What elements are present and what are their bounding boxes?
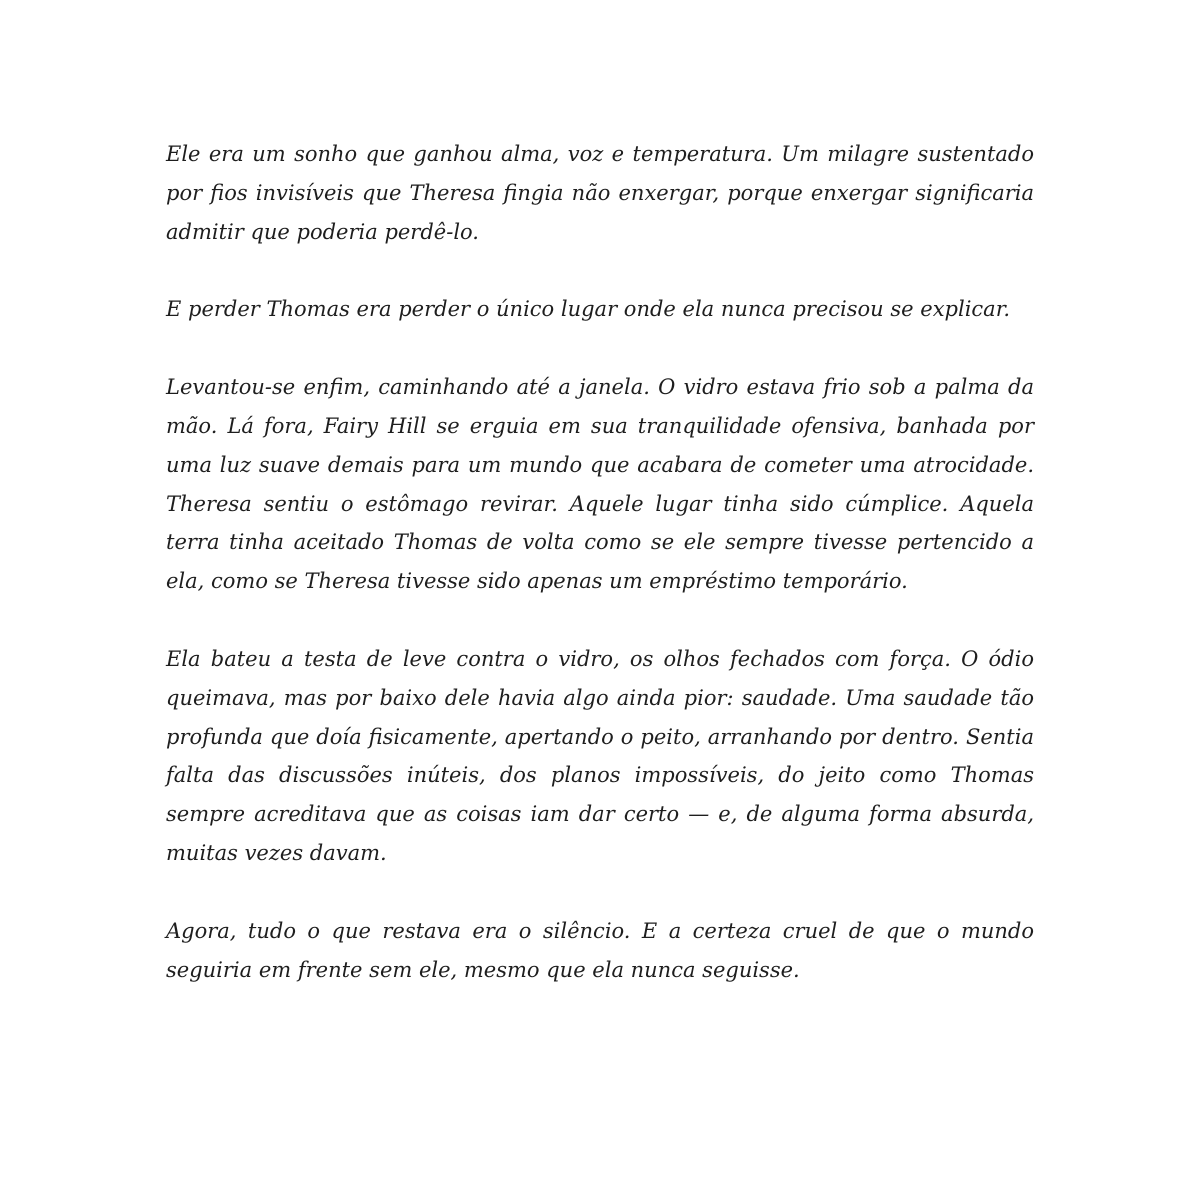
paragraph-5: Agora, tudo o que restava era o silêncio. E a certeza cruel de que o mundo seguiria em frente sem ele, mesmo que ela nunca seguisse. (166, 918, 1034, 982)
paragraph-3: Levantou-se enfim, caminhando até a janela. O vidro estava frio sob a palma da mão. Lá fora, Fairy Hill se erguia em sua tranquilidade ofensiva, banhada por uma luz suave demais para um mundo que acabara de cometer uma atrocidade. Theresa sentiu o estômago revirar. Aquele lugar tinha sido cúmplice. Aquela terra tinha aceitado Thomas de volta como se ele sempre tivesse pertencido a ela, como se Theresa tivesse sido apenas um empréstimo temporário. (166, 375, 1034, 594)
paragraph-2: E perder Thomas era perder o único lugar onde ela nunca precisou se explicar. (166, 297, 1011, 322)
paragraph-4: Ela bateu a testa de leve contra o vidro, os olhos fechados com força. O ódio queimava, mas por baixo dele havia algo ainda pior: saudade. Uma saudade tão profunda que doía fisicamente, apertando o peito, arranhando por dentro. Sentia falta das discussões inúteis, dos planos impossíveis, do jeito como Thomas sempre acreditava que as coisas iam dar certo — e, de alguma forma absurda, muitas vezes davam. (166, 646, 1034, 865)
paragraph-1: Ele era um sonho que ganhou alma, voz e temperatura. Um milagre sustentado por fios invisíveis que Theresa fingia não enxergar, porque enxergar significaria admitir que poderia perdê-lo. (166, 142, 1034, 244)
document-body (166, 135, 1034, 1028)
